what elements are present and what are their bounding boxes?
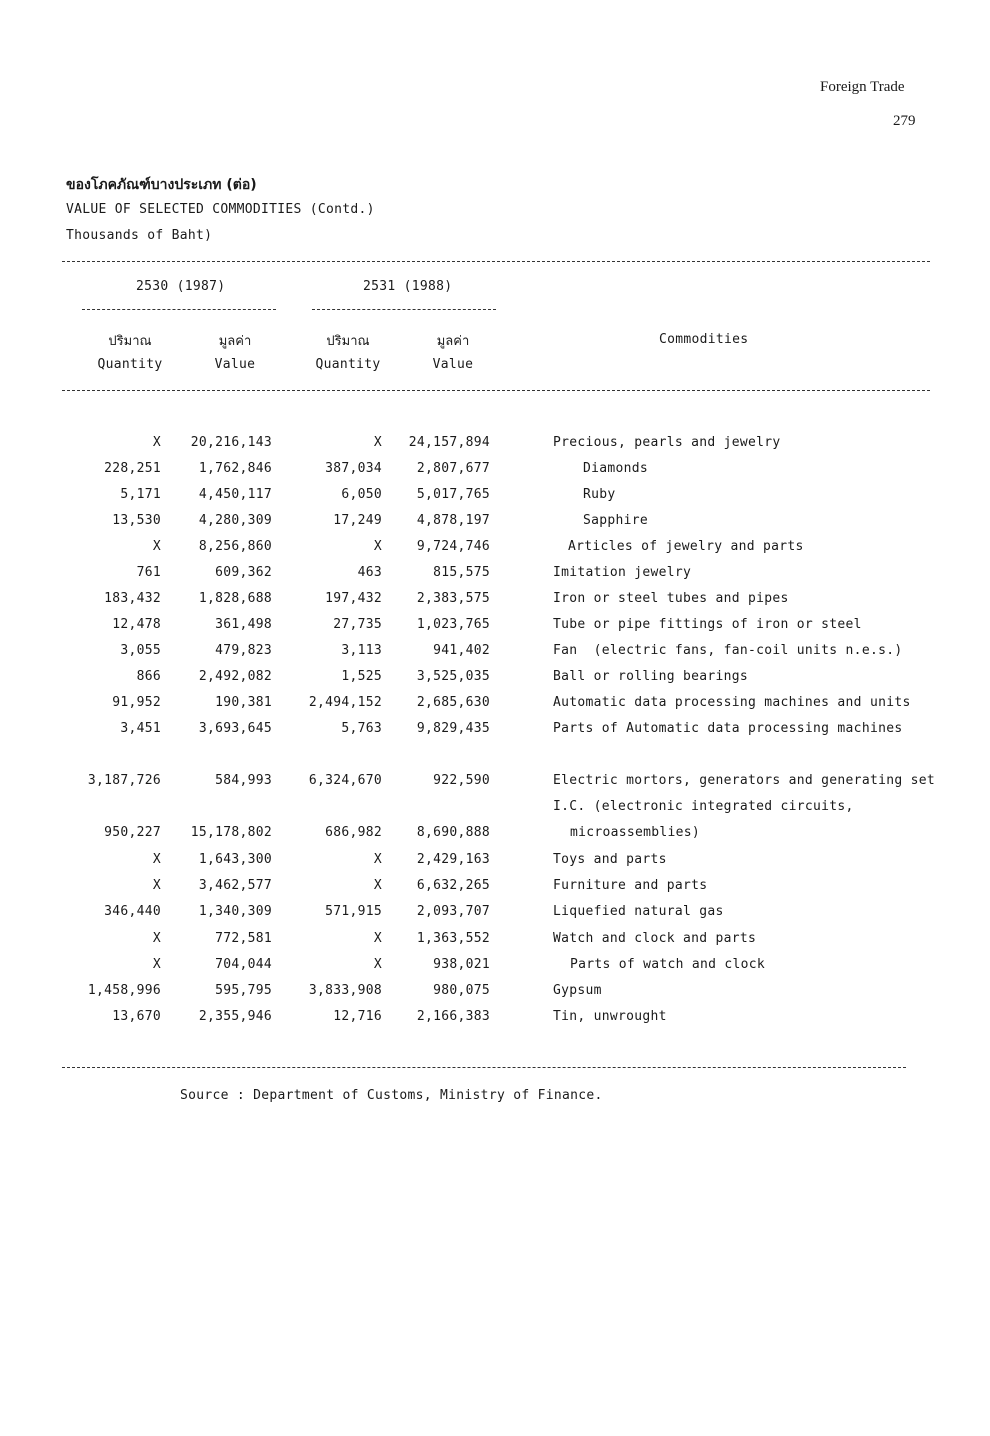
commodity-name: Toys and parts — [553, 852, 667, 867]
header-rule — [62, 390, 930, 391]
quantity-1988: X — [373, 435, 382, 450]
quantity-1988: 686,982 — [325, 825, 382, 840]
commodity-name: Diamonds — [583, 461, 649, 476]
commodity-name: Furniture and parts — [553, 878, 708, 893]
quantity-1987: 3,187,726 — [87, 773, 161, 788]
quantity-1988: 571,915 — [325, 904, 382, 919]
value-1987: 4,280,309 — [198, 513, 272, 528]
value-1988: 980,075 — [433, 983, 490, 998]
commodity-name: microassemblies) — [570, 825, 701, 840]
table-row — [0, 539, 990, 559]
commodity-name: Parts of Automatic data processing machines — [553, 721, 903, 736]
quantity-1988: 387,034 — [325, 461, 382, 476]
year-1987-underline — [82, 309, 276, 310]
quantity-1987: 13,530 — [112, 513, 161, 528]
value-1987: 1,828,688 — [198, 591, 272, 606]
quantity-1987: 1,458,996 — [87, 983, 161, 998]
value-1988: 2,093,707 — [416, 904, 490, 919]
value-1988: 9,724,746 — [416, 539, 490, 554]
table-row — [0, 617, 990, 637]
quantity-1988: X — [373, 539, 382, 554]
table-row — [0, 565, 990, 585]
commodity-name: Articles of jewelry and parts — [568, 539, 804, 554]
commodity-name: Sapphire — [583, 513, 649, 528]
value-1987: 361,498 — [215, 617, 272, 632]
quantity-1987: 866 — [136, 669, 161, 684]
commodity-name: Automatic data processing machines and units — [553, 695, 911, 710]
value-1988: 941,402 — [433, 643, 490, 658]
table-row — [0, 904, 990, 924]
year-header-1987: 2530 (1987) — [136, 279, 226, 294]
value-1988: 5,017,765 — [416, 487, 490, 502]
value-1987: 190,381 — [215, 695, 272, 710]
value-1988: 2,685,630 — [416, 695, 490, 710]
quantity-1987: 761 — [136, 565, 161, 580]
quantity-1988: 17,249 — [333, 513, 382, 528]
table-row — [0, 487, 990, 507]
quantity-1987: 13,670 — [112, 1009, 161, 1024]
commodity-name: Precious, pearls and jewelry — [553, 435, 781, 450]
quantity-1988: 6,324,670 — [308, 773, 382, 788]
value-1987: 479,823 — [215, 643, 272, 658]
value-1988: 2,807,677 — [416, 461, 490, 476]
value-1988: 2,166,383 — [416, 1009, 490, 1024]
quantity-1988: 2,494,152 — [308, 695, 382, 710]
value-1987: 3,693,645 — [198, 721, 272, 736]
value-1987: 1,643,300 — [198, 852, 272, 867]
value-1988: 8,690,888 — [416, 825, 490, 840]
commodity-name: Tin, unwrought — [553, 1009, 667, 1024]
value-1987: 3,462,577 — [198, 878, 272, 893]
section-name: Foreign Trade — [820, 79, 905, 95]
table-row — [0, 643, 990, 663]
units-note: Thousands of Baht) — [66, 228, 213, 243]
bottom-rule — [62, 1067, 906, 1068]
value-1987: 15,178,802 — [190, 825, 272, 840]
commodity-name: Tube or pipe fittings of iron or steel — [553, 617, 862, 632]
table-row — [0, 878, 990, 898]
quantity-1987: 5,171 — [120, 487, 161, 502]
value-1987: 4,450,117 — [198, 487, 272, 502]
quantity-1987: X — [152, 435, 161, 450]
value-1987: 595,795 — [215, 983, 272, 998]
table-row — [0, 1009, 990, 1029]
quantity-1988: 3,113 — [341, 643, 382, 658]
col-quantity-label: Quantity — [315, 357, 381, 372]
value-1988: 4,878,197 — [416, 513, 490, 528]
table-row — [0, 721, 990, 741]
quantity-1988: X — [373, 878, 382, 893]
commodity-name: Imitation jewelry — [553, 565, 692, 580]
quantity-1987: 12,478 — [112, 617, 161, 632]
quantity-1988: 6,050 — [341, 487, 382, 502]
quantity-1987: X — [152, 539, 161, 554]
value-1988: 9,829,435 — [416, 721, 490, 736]
value-1988: 6,632,265 — [416, 878, 490, 893]
table-row — [0, 695, 990, 715]
value-1988: 3,525,035 — [416, 669, 490, 684]
table-row — [0, 513, 990, 533]
table-title-thai: ของโภคภัณฑ์บางประเภท (ต่อ) — [66, 177, 257, 193]
commodity-name: Liquefied natural gas — [553, 904, 724, 919]
col-value-1988 — [416, 330, 490, 372]
quantity-1988: X — [373, 931, 382, 946]
value-1987: 2,492,082 — [198, 669, 272, 684]
table-row — [0, 461, 990, 481]
quantity-1988: 1,525 — [341, 669, 382, 684]
year-header-1988: 2531 (1988) — [363, 279, 453, 294]
commodity-name: Ball or rolling bearings — [553, 669, 749, 684]
value-1987: 2,355,946 — [198, 1009, 272, 1024]
table-row — [0, 591, 990, 611]
value-1988: 1,023,765 — [416, 617, 490, 632]
quantity-1987: X — [152, 878, 161, 893]
col-value-thai: มูลค่า — [436, 334, 470, 349]
table-title: VALUE OF SELECTED COMMODITIES (Contd.) — [66, 202, 375, 217]
value-1988: 815,575 — [433, 565, 490, 580]
commodity-name: Iron or steel tubes and pipes — [553, 591, 789, 606]
table-row — [0, 957, 990, 977]
col-quantity-1988 — [306, 330, 390, 372]
commodity-name: Watch and clock and parts — [553, 931, 757, 946]
year-1988-underline — [312, 309, 496, 310]
value-1987: 584,993 — [215, 773, 272, 788]
value-1987: 1,762,846 — [198, 461, 272, 476]
source-note: Source : Department of Customs, Ministry of Finance. — [180, 1088, 603, 1103]
col-value-1987 — [198, 330, 272, 372]
col-value-label: Value — [214, 357, 256, 372]
table-row — [0, 799, 990, 819]
col-quantity-thai: ปริมาณ — [108, 334, 152, 349]
commodity-name: Fan (electric fans, fan-coil units n.e.s.) — [553, 643, 903, 658]
table-row — [0, 669, 990, 689]
commodity-name: Parts of watch and clock — [570, 957, 766, 972]
col-commodities: Commodities — [659, 332, 749, 347]
quantity-1987: X — [152, 957, 161, 972]
value-1988: 922,590 — [433, 773, 490, 788]
value-1988: 938,021 — [433, 957, 490, 972]
quantity-1987: X — [152, 852, 161, 867]
quantity-1987: 950,227 — [104, 825, 161, 840]
table-row — [0, 931, 990, 951]
quantity-1988: 5,763 — [341, 721, 382, 736]
table-row — [0, 435, 990, 455]
col-value-thai: มูลค่า — [218, 334, 252, 349]
table-row — [0, 983, 990, 1003]
quantity-1988: 3,833,908 — [308, 983, 382, 998]
value-1988: 2,429,163 — [416, 852, 490, 867]
value-1987: 8,256,860 — [198, 539, 272, 554]
col-quantity-label: Quantity — [97, 357, 163, 372]
col-value-label: Value — [432, 357, 474, 372]
value-1987: 704,044 — [215, 957, 272, 972]
quantity-1987: 183,432 — [104, 591, 161, 606]
quantity-1988: X — [373, 852, 382, 867]
value-1988: 24,157,894 — [408, 435, 490, 450]
value-1987: 609,362 — [215, 565, 272, 580]
col-quantity-1987 — [88, 330, 172, 372]
quantity-1988: 197,432 — [325, 591, 382, 606]
table-row — [0, 852, 990, 872]
quantity-1987: 228,251 — [104, 461, 161, 476]
commodity-name: Gypsum — [553, 983, 602, 998]
table-row — [0, 825, 990, 845]
col-quantity-thai: ปริมาณ — [326, 334, 370, 349]
value-1987: 772,581 — [215, 931, 272, 946]
quantity-1987: 3,451 — [120, 721, 161, 736]
quantity-1987: 91,952 — [112, 695, 161, 710]
quantity-1988: 27,735 — [333, 617, 382, 632]
value-1987: 20,216,143 — [190, 435, 272, 450]
commodity-name: Ruby — [583, 487, 616, 502]
quantity-1987: 346,440 — [104, 904, 161, 919]
commodity-name: I.C. (electronic integrated circuits, — [553, 799, 854, 814]
value-1988: 2,383,575 — [416, 591, 490, 606]
quantity-1988: X — [373, 957, 382, 972]
table-row — [0, 773, 990, 793]
value-1987: 1,340,309 — [198, 904, 272, 919]
quantity-1988: 463 — [357, 565, 382, 580]
value-1988: 1,363,552 — [416, 931, 490, 946]
quantity-1987: X — [152, 931, 161, 946]
page-number: 279 — [893, 113, 916, 129]
commodity-name: Electric mortors, generators and generating set — [553, 773, 935, 788]
top-rule — [62, 261, 930, 262]
quantity-1988: 12,716 — [333, 1009, 382, 1024]
quantity-1987: 3,055 — [120, 643, 161, 658]
